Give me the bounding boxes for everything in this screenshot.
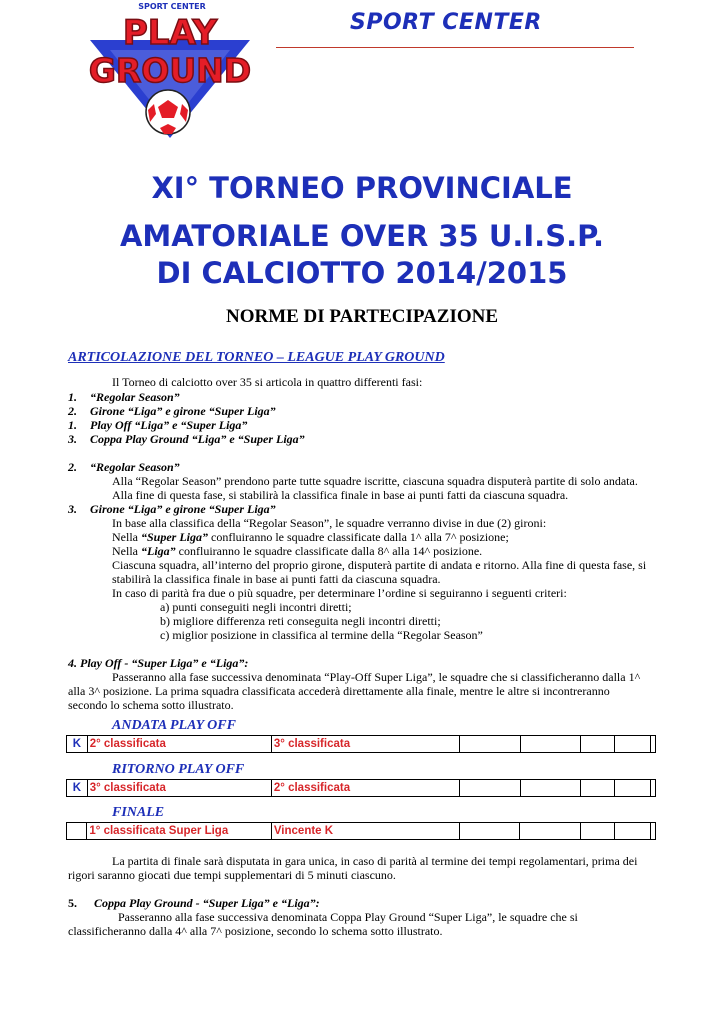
s4-line: secondo lo schema sotto illustrato. bbox=[68, 698, 234, 712]
score-cell bbox=[459, 823, 520, 840]
s2-num: 2. bbox=[68, 460, 77, 474]
s2-line: Alla fine di questa fase, si stabilirà la classifica finale in base ai punti fatti da ciascuna squadra. bbox=[112, 488, 569, 502]
criterion-c: c) miglior posizione in classifica al termine della “Regolar Season” bbox=[160, 628, 483, 642]
s3-title: Girone “Liga” e girone “Super Liga” bbox=[90, 502, 276, 516]
finale-note-line: rigori saranno giocati due tempi supplementari di 5 minuti ciascuno. bbox=[68, 868, 396, 882]
team-cell: 3° classificata bbox=[87, 780, 271, 797]
score-cell bbox=[520, 736, 581, 753]
score-cell bbox=[520, 823, 581, 840]
s3-line: stabilirà la classifica finale in base ai punti fatti da ciascuna squadra. bbox=[112, 572, 441, 586]
phase-num: 2. bbox=[68, 404, 77, 418]
subtitle: NORME DI PARTECIPAZIONE bbox=[225, 306, 499, 327]
phase-num: 1. bbox=[68, 418, 77, 432]
criterion-a: a) punti conseguiti negli incontri diretti; bbox=[160, 600, 352, 614]
table-row bbox=[67, 823, 656, 840]
s4-line: Passeranno alla fase successiva denominata “Play-Off Super Liga”, le squadre che si classificheranno dalla 1^ bbox=[112, 670, 641, 684]
score-cell bbox=[615, 736, 651, 753]
phase-num: 3. bbox=[68, 432, 77, 446]
finale-note-line: La partita di finale sarà disputata in gara unica, in caso di parità al termine dei tempi regolamentari, prima dei bbox=[112, 854, 638, 868]
logo-play-text: PLAY bbox=[122, 13, 218, 53]
score-cell bbox=[581, 823, 615, 840]
s3-line: Ciascuna squadra, all’interno del proprio girone, disputerà partite di andata e ritorno. Alla fine di questa fase, si bbox=[112, 558, 647, 572]
score-cell bbox=[651, 823, 656, 840]
s3-line: In caso di parità fra due o più squadre, per determinare l’ordine si seguiranno i seguenti criteri: bbox=[112, 586, 567, 600]
score-cell bbox=[615, 823, 651, 840]
play-ground-logo bbox=[86, 0, 254, 140]
s4-title: 4. Play Off - “Super Liga” e “Liga”: bbox=[68, 656, 249, 670]
table-row bbox=[67, 736, 656, 753]
score-cell bbox=[651, 780, 656, 797]
table-row bbox=[67, 780, 656, 797]
s3-num: 3. bbox=[68, 502, 77, 516]
andata-label: ANDATA PLAY OFF bbox=[112, 718, 236, 733]
team-cell: Vincente K bbox=[271, 823, 459, 840]
k-cell bbox=[67, 823, 87, 840]
title-line-1: XI° TORNEO PROVINCIALE bbox=[151, 171, 573, 205]
soccer-ball-icon bbox=[146, 90, 190, 134]
team-cell: 1° classificata Super Liga bbox=[87, 823, 271, 840]
s3-line-liga: Nella “Liga” confluiranno le squadre classificate dalla 8^ alla 14^ posizione. bbox=[112, 544, 483, 558]
team-cell: 2° classificata bbox=[271, 780, 459, 797]
ritorno-table bbox=[66, 779, 656, 797]
phase-item: Girone “Liga” e girone “Super Liga” bbox=[90, 404, 276, 418]
finale-label: FINALE bbox=[112, 805, 165, 820]
brand-title: SPORT CENTER bbox=[350, 10, 542, 35]
phase-item: Play Off “Liga” e “Super Liga” bbox=[90, 418, 248, 432]
logo-ground-text: GROUND bbox=[88, 51, 252, 90]
k-cell: K bbox=[67, 736, 88, 753]
intro-text: Il Torneo di calciotto over 35 si articola in quattro differenti fasi: bbox=[112, 375, 423, 389]
score-cell bbox=[520, 780, 581, 797]
s5-line: Passeranno alla fase successiva denominata Coppa Play Ground “Super Liga”, le squadre che si bbox=[118, 910, 578, 924]
s4-line: alla 3^ posizione. La prima squadra classificata accederà direttamente alla finale, mentre le altre si incontreranno bbox=[68, 684, 610, 698]
title-line-3: DI CALCIOTTO 2014/2015 bbox=[156, 256, 568, 290]
s2-title: “Regolar Season” bbox=[90, 460, 180, 474]
finale-table bbox=[66, 822, 656, 840]
score-cell bbox=[581, 736, 615, 753]
header-divider bbox=[276, 47, 634, 48]
phase-num: 1. bbox=[68, 390, 77, 404]
score-cell bbox=[459, 780, 520, 797]
score-cell bbox=[651, 736, 656, 753]
phase-item: Coppa Play Ground “Liga” e “Super Liga” bbox=[90, 432, 305, 446]
phase-item: “Regolar Season” bbox=[90, 390, 180, 404]
score-cell bbox=[615, 780, 651, 797]
s5-title: Coppa Play Ground - “Super Liga” e “Liga”: bbox=[94, 896, 320, 910]
andata-table bbox=[66, 735, 656, 753]
s5-num: 5. bbox=[68, 896, 77, 910]
s5-line: classificheranno dalla 4^ alla 7^ posizione, secondo lo schema sotto illustrato. bbox=[68, 924, 443, 938]
title-line-2: AMATORIALE OVER 35 U.I.S.P. bbox=[119, 219, 605, 253]
team-cell: 3° classificata bbox=[271, 736, 459, 753]
team-cell: 2° classificata bbox=[87, 736, 271, 753]
logo-top-text: SPORT CENTER bbox=[138, 2, 206, 11]
k-cell: K bbox=[67, 780, 88, 797]
s2-line: Alla “Regolar Season” prendono parte tutte squadre iscritte, ciascuna squadra disputerà partite di solo andata. bbox=[112, 474, 638, 488]
criterion-b: b) migliore differenza reti conseguita negli incontri diretti; bbox=[160, 614, 441, 628]
ritorno-label: RITORNO PLAY OFF bbox=[112, 762, 245, 777]
score-cell bbox=[459, 736, 520, 753]
s3-line: In base alla classifica della “Regolar Season”, le squadre verranno divise in due (2) gironi: bbox=[112, 516, 547, 530]
score-cell bbox=[581, 780, 615, 797]
s3-line-super-liga: Nella “Super Liga” confluiranno le squadre classificate dalla 1^ alla 7^ posizione; bbox=[112, 530, 509, 544]
section-heading: ARTICOLAZIONE DEL TORNEO – LEAGUE PLAY GROUND bbox=[68, 350, 445, 365]
